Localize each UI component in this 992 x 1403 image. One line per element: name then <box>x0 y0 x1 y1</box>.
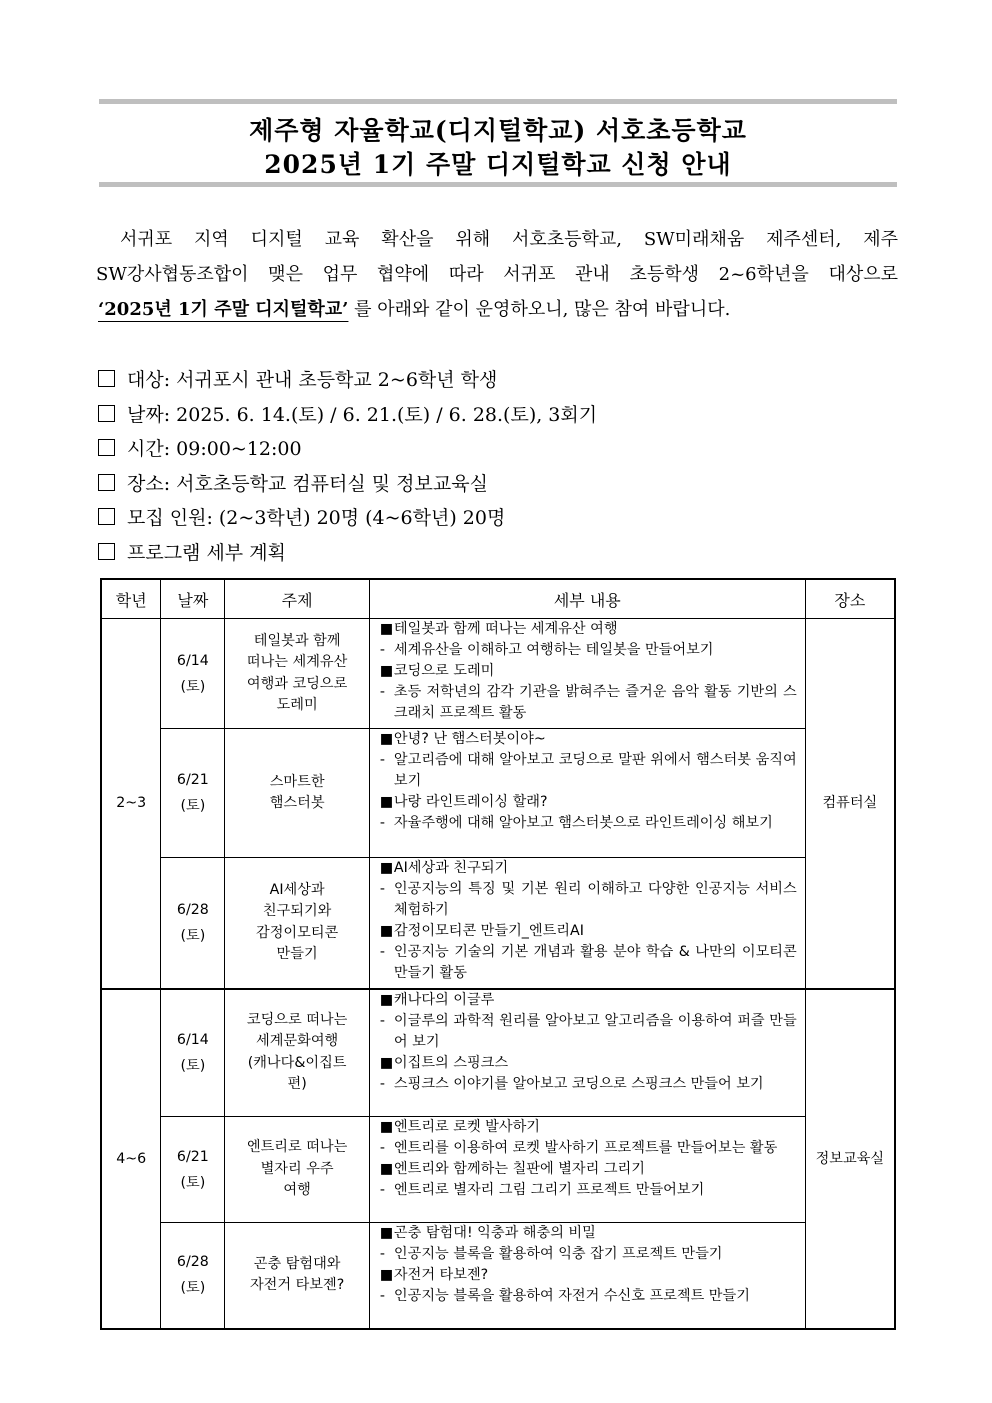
dash-bullet-icon: - <box>379 881 386 897</box>
details-cell <box>369 619 805 729</box>
date-text: 6/28 <box>176 1254 209 1271</box>
detail-text: 감정이모티콘 만들기_엔트리AI <box>393 923 584 939</box>
dash-bullet-icon: - <box>379 1246 386 1262</box>
date-cell <box>161 858 225 989</box>
program-name-highlight: ‘2025년 1기 주말 디지털학교’ <box>98 299 349 320</box>
detail-item <box>380 990 797 1011</box>
detail-text: 스핑크스 이야기를 알아보고 코딩으로 스핑크스 만들어 보기 <box>393 1075 764 1092</box>
header-grade: 학년 <box>101 579 161 619</box>
info-item-program <box>96 536 896 571</box>
detail-text: 코딩으로 도레미 <box>393 663 495 679</box>
details-cell <box>369 1223 805 1329</box>
detail-text: 초등 저학년의 감각 기관을 밝혀주는 즐거운 음악 활동 기반의 스크래치 프로젝트 활동 <box>393 684 797 721</box>
detail-item <box>380 682 797 724</box>
detail-item <box>380 750 797 792</box>
day-text: (토) <box>180 1280 206 1297</box>
topic-line: 감정이모티콘 <box>256 924 339 941</box>
title-box <box>99 99 897 189</box>
day-text: (토) <box>180 1174 206 1191</box>
intro-line-2: SW강사협동조합이 맺은 업무 협약에 따라 서귀포 관내 초등학생 2~6학년을 대상으로 <box>96 264 898 285</box>
date-cell <box>161 729 225 858</box>
topic-line: 코딩으로 떠나는 <box>246 1011 348 1028</box>
date-text: 6/28 <box>176 901 209 918</box>
table-row <box>101 729 895 858</box>
detail-text: 인공지능 기술의 기본 개념과 활용 분야 학습 & 나만의 이모티콘 만들기 활동 <box>393 944 797 981</box>
topic-line: 테일봇과 함께 <box>253 632 341 649</box>
info-item-text: 장소: 서호초등학교 컴퓨터실 및 정보교육실 <box>127 472 488 495</box>
header-topic: 주제 <box>225 579 370 619</box>
checkbox-square-icon <box>98 543 115 560</box>
day-text: (토) <box>180 798 206 814</box>
topic-cell <box>225 1117 370 1223</box>
topic-cell <box>225 989 370 1117</box>
detail-item <box>380 1074 797 1095</box>
date-text: 6/14 <box>176 652 209 669</box>
details-cell <box>369 1117 805 1223</box>
place-cell: 정보교육실 <box>805 989 895 1329</box>
topic-line: 스마트한 <box>269 773 325 790</box>
square-bullet-icon: ■ <box>379 923 394 939</box>
detail-text: 안녕? 난 햄스터봇이야~ <box>393 731 546 747</box>
square-bullet-icon: ■ <box>379 1161 394 1177</box>
info-item-text: 대상: 서귀포시 관내 초등학교 2~6학년 학생 <box>127 369 498 391</box>
title-top-rule <box>99 99 897 104</box>
info-item-recruit <box>96 501 896 536</box>
square-bullet-icon: ■ <box>379 731 394 747</box>
info-item-text: 시간: 09:00~12:00 <box>127 438 302 460</box>
detail-item <box>380 879 797 921</box>
detail-item <box>380 1053 797 1074</box>
table-row <box>101 858 895 989</box>
topic-line: 엔트리로 떠나는 <box>246 1139 348 1156</box>
title-line-2: 2025년 1기 주말 디지털학교 신청 안내 <box>264 150 732 179</box>
program-table <box>100 578 896 1330</box>
detail-item <box>380 1265 797 1286</box>
square-bullet-icon: ■ <box>379 991 394 1008</box>
checkbox-square-icon <box>98 439 115 456</box>
detail-text: 이글루의 과학적 원리를 알아보고 알고리즘을 이용하여 퍼즐 만들어 보기 <box>393 1012 797 1050</box>
date-text: 6/21 <box>176 772 209 788</box>
detail-text: 인공지능 블록을 활용하여 자전거 수신호 프로젝트 만들기 <box>393 1288 750 1304</box>
detail-text: 자전거 타보젠? <box>393 1267 489 1283</box>
intro-line-1 <box>96 222 898 257</box>
detail-item <box>380 1138 797 1159</box>
info-item-text: 날짜: 2025. 6. 14.(토) / 6. 21.(토) / 6. 28.(토), 3회기 <box>127 403 598 426</box>
topic-line: 별자리 우주 <box>260 1160 334 1177</box>
detail-text: 인공지능의 특징 및 기본 원리 이해하고 다양한 인공지능 서비스 체험하기 <box>393 881 797 918</box>
table-row <box>101 619 895 729</box>
topic-cell <box>225 729 370 858</box>
square-bullet-icon: ■ <box>379 1119 394 1135</box>
header-date: 날짜 <box>161 579 225 619</box>
dash-bullet-icon: - <box>379 684 386 700</box>
date-cell <box>161 1117 225 1223</box>
checkbox-square-icon <box>98 405 115 422</box>
detail-text: 자율주행에 대해 알아보고 햄스터봇으로 라인트레이싱 해보기 <box>393 815 773 831</box>
detail-item <box>380 1223 797 1244</box>
day-text: (토) <box>180 1057 206 1074</box>
header-details: 세부 내용 <box>369 579 805 619</box>
day-text: (토) <box>180 678 206 695</box>
detail-text: 엔트리로 로켓 발사하기 <box>393 1119 540 1135</box>
detail-text: AI세상과 친구되기 <box>393 860 509 876</box>
intro-line-3-rest: 를 아래와 같이 운영하오니, 많은 참여 바랍니다. <box>348 299 731 320</box>
topic-line: 친구되기와 <box>262 903 332 920</box>
detail-item <box>380 858 797 879</box>
topic-line: (캐나다&이집트 <box>247 1054 347 1071</box>
topic-line: 자전거 타보젠? <box>249 1277 345 1294</box>
detail-text: 알고리즘에 대해 알아보고 코딩으로 말판 위에서 햄스터봇 움직여보기 <box>393 752 797 789</box>
detail-text: 엔트리와 함께하는 칠판에 별자리 그리기 <box>393 1161 645 1177</box>
day-text: (토) <box>180 927 206 944</box>
detail-item <box>380 1011 797 1053</box>
table-row <box>101 989 895 1117</box>
topic-cell <box>225 858 370 989</box>
place-cell: 컴퓨터실 <box>805 619 895 989</box>
dash-bullet-icon: - <box>379 944 386 960</box>
detail-item <box>380 813 797 834</box>
square-bullet-icon: ■ <box>379 663 394 679</box>
intro-line-1-text: 서귀포 지역 디지털 교육 확산을 위해 서호초등학교, SW미래채움 제주센터, 제주 <box>120 229 898 250</box>
dash-bullet-icon: - <box>379 1182 386 1198</box>
header-place: 장소 <box>805 579 895 619</box>
dash-bullet-icon: - <box>379 1140 386 1156</box>
detail-text: 테일봇과 함께 떠나는 세계유산 여행 <box>393 621 618 637</box>
topic-line: 떠나는 세계유산 <box>246 654 348 670</box>
detail-item <box>380 1117 797 1138</box>
square-bullet-icon: ■ <box>379 621 394 637</box>
date-text: 6/14 <box>176 1031 209 1048</box>
square-bullet-icon: ■ <box>379 1225 394 1241</box>
detail-item <box>380 1244 797 1265</box>
title-bottom-rule <box>99 182 897 187</box>
title-line-1: 제주형 자율학교(디지털학교) 서호초등학교 <box>249 116 747 145</box>
topic-line: 곤충 탐험대와 <box>253 1255 341 1272</box>
date-cell <box>161 1223 225 1329</box>
detail-text: 인공지능 블록을 활용하여 익충 잡기 프로젝트 만들기 <box>393 1246 723 1262</box>
grade-cell: 2~3 <box>101 619 161 989</box>
checkbox-square-icon <box>98 474 115 491</box>
table-row <box>101 1223 895 1329</box>
detail-item <box>380 1180 797 1201</box>
details-cell <box>369 729 805 858</box>
detail-text: 나랑 라인트레이싱 할래? <box>393 794 548 810</box>
topic-line: 도레미 <box>276 697 318 713</box>
dash-bullet-icon: - <box>379 1012 386 1029</box>
topic-line: 햄스터봇 <box>269 795 325 811</box>
dash-bullet-icon: - <box>379 752 386 768</box>
table-header-row <box>101 579 895 619</box>
detail-text: 캐나다의 이글루 <box>393 991 495 1008</box>
info-item-text: 모집 인원: (2~3학년) 20명 (4~6학년) 20명 <box>127 507 506 529</box>
detail-item <box>380 1159 797 1180</box>
topic-cell <box>225 1223 370 1329</box>
info-item-text: 프로그램 세부 계획 <box>127 541 286 564</box>
detail-item <box>380 942 797 984</box>
topic-line: AI세상과 <box>269 881 325 898</box>
topic-cell <box>225 619 370 729</box>
square-bullet-icon: ■ <box>379 1054 394 1071</box>
topic-line: 편) <box>287 1076 307 1093</box>
date-text: 6/21 <box>176 1148 209 1165</box>
detail-text: 이집트의 스핑크스 <box>393 1054 509 1071</box>
topic-line: 여행과 코딩으로 <box>246 675 348 692</box>
detail-item <box>380 661 797 682</box>
detail-item <box>380 619 797 640</box>
info-item-place <box>96 467 896 502</box>
detail-text: 엔트리로 별자리 그림 그리기 프로젝트 만들어보기 <box>393 1182 705 1198</box>
detail-text: 세계유산을 이해하고 여행하는 테일봇을 만들어보기 <box>393 642 714 658</box>
topic-line: 여행 <box>283 1182 311 1199</box>
detail-text: 곤충 탐험대! 익충과 해충의 비밀 <box>393 1225 596 1241</box>
intro-paragraph <box>96 222 898 327</box>
dash-bullet-icon: - <box>379 1288 386 1304</box>
checkbox-square-icon <box>98 370 115 387</box>
info-list <box>96 363 896 570</box>
details-cell <box>369 858 805 989</box>
details-cell <box>369 989 805 1117</box>
detail-text: 엔트리를 이용하여 로켓 발사하기 프로젝트를 만들어보는 활동 <box>393 1140 778 1156</box>
date-cell <box>161 989 225 1117</box>
dash-bullet-icon: - <box>379 642 386 658</box>
checkbox-square-icon <box>98 508 115 525</box>
detail-item <box>380 640 797 661</box>
square-bullet-icon: ■ <box>379 860 394 876</box>
square-bullet-icon: ■ <box>379 1267 394 1283</box>
info-item-target <box>96 363 896 398</box>
detail-item <box>380 792 797 813</box>
grade-cell: 4~6 <box>101 989 161 1329</box>
info-item-date <box>96 398 896 433</box>
intro-line-3 <box>96 292 898 327</box>
square-bullet-icon: ■ <box>379 794 394 810</box>
topic-line: 만들기 <box>276 946 318 963</box>
detail-item <box>380 921 797 942</box>
dash-bullet-icon: - <box>379 815 386 831</box>
detail-item <box>380 729 797 750</box>
info-item-time <box>96 432 896 467</box>
date-cell <box>161 619 225 729</box>
dash-bullet-icon: - <box>379 1075 386 1092</box>
table-row <box>101 1117 895 1223</box>
topic-line: 세계문화여행 <box>256 1033 339 1050</box>
detail-item <box>380 1286 797 1307</box>
